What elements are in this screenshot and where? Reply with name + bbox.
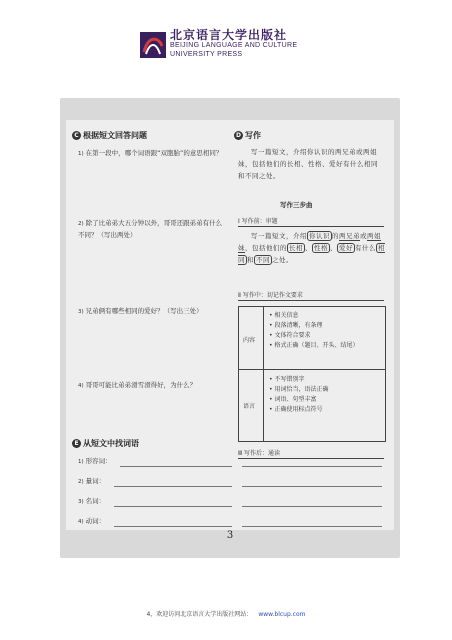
publisher-name-en-line2: UNIVERSITY PRESS — [170, 51, 243, 58]
page-number: 3 — [226, 530, 234, 541]
section-c-title: C 根据短文回答问题 — [72, 130, 147, 141]
highlight-word: 你认识 — [309, 232, 330, 240]
question-1: 1) 在第一段中，哪个词语跟“双胞胎”的意思相同？ — [78, 149, 223, 157]
page-content — [66, 120, 394, 530]
list-item: • 正确使用标点符号 — [269, 406, 323, 413]
answer-line[interactable] — [114, 526, 232, 527]
section-d-title: D 写作 — [236, 131, 261, 140]
list-item: • 文体符合要求 — [269, 332, 311, 339]
list-item: • 段落清晰，有条理 — [269, 322, 323, 329]
word-item-noun: 3) 名词： — [78, 497, 106, 505]
step-3-heading: Ⅲ 写作后：通读 — [238, 450, 281, 457]
word-item-measure: 2) 量词： — [78, 477, 106, 485]
highlight-word: 长相 — [289, 244, 303, 252]
answer-line[interactable] — [242, 486, 382, 487]
table-divider — [239, 369, 385, 370]
highlight-word: 不同 — [256, 256, 270, 264]
list-item: • 不写错别字 — [269, 376, 305, 383]
table-divider — [263, 307, 264, 441]
divider — [238, 458, 384, 459]
workbook-page — [60, 98, 400, 558]
footer-link[interactable]: www.blcup.com — [258, 611, 306, 618]
question-3: 3) 兄弟俩有哪些相同的爱好？（写出三处） — [78, 307, 203, 315]
content-list — [269, 311, 383, 351]
answer-line[interactable] — [114, 486, 232, 487]
publisher-logo-icon — [140, 32, 166, 58]
requirements-table — [238, 306, 386, 442]
question-2: 2) 除了比弟弟大五分钟以外，哥哥还跟弟弟有什么不同？（写出两处） — [78, 219, 223, 239]
language-label: 语言 — [243, 403, 256, 410]
publisher-name-cn: 北京语言大学出版社 — [170, 28, 288, 42]
list-item: • 词语、句型丰富 — [269, 396, 317, 403]
writing-steps-title: 写作三步曲 — [280, 201, 313, 209]
answer-line[interactable] — [242, 526, 382, 527]
step-1-heading: Ⅰ 写作前：审题 — [238, 218, 278, 225]
list-item: • 格式正确（题目、开头、结尾） — [269, 342, 359, 349]
divider — [238, 226, 384, 227]
answer-line[interactable] — [114, 506, 232, 507]
list-item: • 相关信息 — [269, 312, 299, 319]
answer-line[interactable] — [242, 466, 382, 467]
highlight-word: 性格 — [314, 244, 328, 252]
writing-prompt: 写一篇短文，介绍你认识的两兄弟或两姐妹，包括他们的长相、性格、爱好有什么相同和不同之处。 — [238, 148, 378, 180]
divider — [238, 300, 384, 301]
question-4: 4) 哥哥可能比弟弟滑雪滑得好，为什么？ — [78, 381, 197, 389]
section-e-badge: E — [72, 439, 81, 448]
answer-line[interactable] — [242, 506, 382, 507]
word-item-verb: 4) 动词： — [78, 517, 106, 525]
language-list — [269, 375, 383, 415]
publisher-name-en-line1: BEIJING LANGUAGE AND CULTURE — [170, 42, 298, 49]
highlight-word: 爱好 — [339, 244, 353, 252]
footer — [0, 609, 452, 618]
underline-word: 两姐妹 — [238, 232, 381, 252]
list-item: • 用词恰当，语法正确 — [269, 386, 329, 393]
step-2-heading: Ⅱ 写作中：切记作文要求 — [238, 292, 303, 299]
prompt-analysis: 写一篇短文，介绍 你认识 的两兄弟或两姐妹，包括他们的 长相 、 性格 、 爱好 有什么 相同 和 不同 之处。 — [238, 232, 385, 264]
highlight-word: 相同 — [238, 244, 385, 264]
publisher-header — [0, 0, 452, 72]
word-item-adjective: 1) 形容词： — [78, 457, 112, 465]
section-e-title: E 从短文中找词语 — [72, 438, 139, 449]
section-c-badge: C — [72, 131, 81, 140]
content-label: 内容 — [243, 337, 256, 344]
answer-line[interactable] — [120, 466, 232, 467]
section-d-badge: D — [234, 131, 243, 140]
underline-word: 两兄弟 — [339, 232, 360, 240]
footer-text: 4，欢迎访问北京语言大学出版社网站： — [146, 611, 253, 618]
